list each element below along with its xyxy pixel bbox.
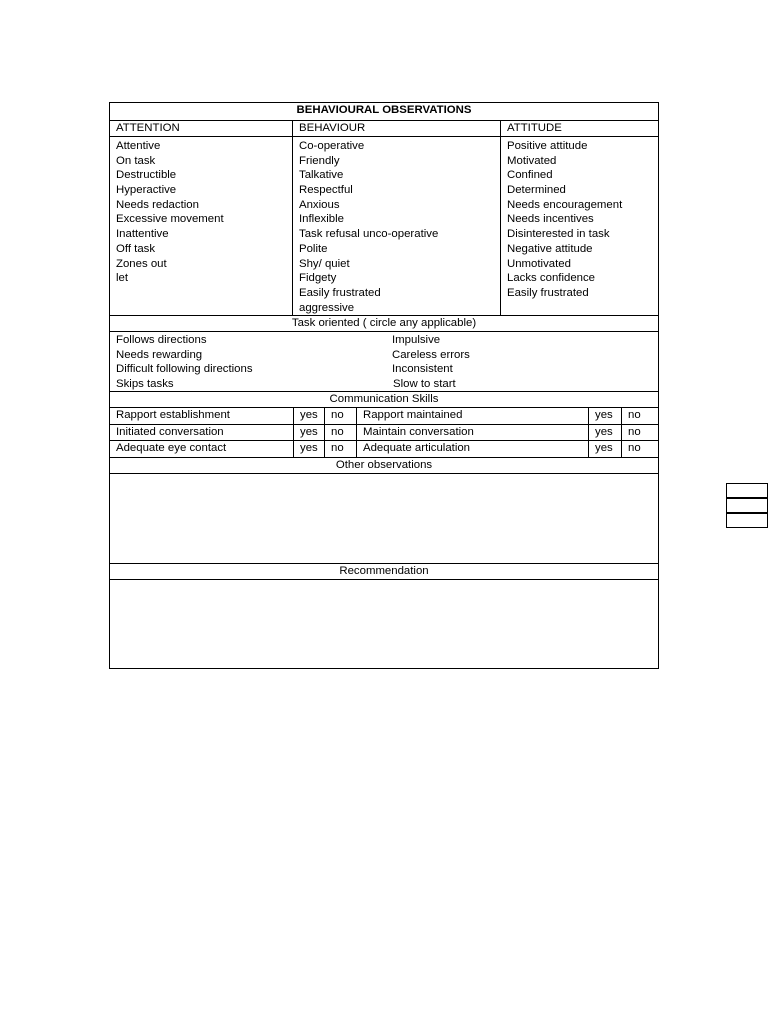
behaviour-item[interactable]: Anxious: [299, 198, 340, 211]
task-item[interactable]: Follows directions: [116, 334, 207, 346]
side-box: [726, 483, 768, 498]
attitude-item[interactable]: Needs incentives: [507, 213, 594, 226]
communication-heading: Communication Skills: [110, 392, 658, 408]
observation-lists: [110, 137, 658, 316]
comm-skill-label: Adequate eye contact: [110, 441, 294, 457]
side-box: [726, 513, 768, 528]
attention-item[interactable]: Destructible: [116, 169, 177, 182]
yes-option[interactable]: yes: [589, 441, 622, 457]
behaviour-item[interactable]: Easily frustrated: [299, 286, 381, 299]
yes-option[interactable]: yes: [589, 425, 622, 441]
task-item[interactable]: Impulsive: [392, 334, 441, 346]
comm-skill-label: Initiated conversation: [110, 425, 294, 441]
task-item[interactable]: Inconsistent: [392, 363, 453, 376]
header-behaviour: BEHAVIOUR: [293, 121, 501, 136]
attitude-item[interactable]: Lacks confidence: [507, 272, 596, 285]
task-item[interactable]: Skips tasks: [116, 378, 174, 391]
attitude-item[interactable]: Disinterested in task: [507, 228, 610, 241]
attitude-list: [501, 137, 658, 315]
attention-list: [110, 137, 293, 315]
task-oriented-right-list: [392, 333, 658, 391]
task-oriented-heading: Task oriented ( circle any applicable): [110, 316, 658, 332]
no-option[interactable]: no: [325, 408, 357, 424]
attention-item[interactable]: Zones out: [116, 257, 167, 270]
attitude-item[interactable]: Positive attitude: [507, 140, 588, 152]
recommendation-area[interactable]: [110, 580, 658, 668]
behavioural-observations-form: [109, 102, 659, 669]
attitude-item[interactable]: Confined: [507, 169, 553, 182]
behaviour-item[interactable]: Respectful: [299, 184, 353, 197]
attitude-item[interactable]: Needs encouragement: [507, 198, 623, 211]
behaviour-item[interactable]: Inflexible: [299, 213, 344, 226]
header-attitude: ATTITUDE: [507, 122, 562, 134]
task-item[interactable]: Difficult following directions: [116, 363, 253, 376]
yes-option[interactable]: yes: [589, 408, 622, 424]
behaviour-item[interactable]: Task refusal unco-operative: [299, 228, 439, 241]
no-option[interactable]: no: [325, 441, 357, 457]
no-option[interactable]: no: [628, 425, 641, 438]
communication-row: [110, 425, 658, 442]
other-observations-heading: Other observations: [110, 458, 658, 474]
attitude-item[interactable]: Motivated: [507, 154, 557, 167]
behaviour-list: [293, 137, 501, 315]
yes-option[interactable]: yes: [294, 425, 325, 441]
attention-item[interactable]: Off task: [116, 242, 156, 255]
task-oriented-section: [110, 332, 658, 392]
comm-skill-label: Rapport establishment: [110, 408, 294, 424]
behaviour-item[interactable]: aggressive: [299, 301, 355, 314]
no-option[interactable]: no: [325, 425, 357, 441]
task-oriented-left-list: [110, 333, 392, 391]
attention-item[interactable]: Needs redaction: [116, 198, 199, 211]
header-attention: ATTENTION: [110, 121, 293, 136]
attitude-item[interactable]: Negative attitude: [507, 242, 593, 255]
column-headers: [110, 121, 658, 137]
other-observations-area[interactable]: [110, 474, 658, 564]
task-item[interactable]: Slow to start: [393, 378, 456, 391]
behaviour-item[interactable]: Friendly: [299, 154, 340, 167]
behaviour-item[interactable]: Polite: [299, 242, 328, 255]
behaviour-item[interactable]: Shy/ quiet: [299, 257, 350, 270]
attention-item[interactable]: Hyperactive: [116, 184, 177, 197]
attention-item[interactable]: Inattentive: [116, 228, 169, 241]
attitude-item[interactable]: Determined: [507, 184, 566, 197]
attention-item[interactable]: On task: [116, 154, 156, 167]
task-item[interactable]: Careless errors: [392, 348, 470, 361]
behaviour-item[interactable]: Co-operative: [299, 140, 365, 152]
behaviour-item[interactable]: Talkative: [299, 169, 344, 182]
communication-row: [110, 441, 658, 458]
side-box: [726, 498, 768, 513]
task-item[interactable]: Needs rewarding: [116, 348, 203, 361]
attention-item[interactable]: let: [116, 272, 129, 285]
no-option[interactable]: no: [628, 409, 641, 421]
comm-skill-label: Rapport maintained: [357, 408, 589, 424]
attitude-item[interactable]: Easily frustrated: [507, 286, 589, 299]
comm-skill-label: Adequate articulation: [357, 441, 589, 457]
recommendation-heading: Recommendation: [110, 564, 658, 580]
yes-option[interactable]: yes: [294, 408, 325, 424]
attitude-item[interactable]: Unmotivated: [507, 257, 571, 270]
attention-item[interactable]: Attentive: [116, 140, 161, 152]
communication-row: [110, 408, 658, 425]
no-option[interactable]: no: [628, 442, 641, 454]
attention-item[interactable]: Excessive movement: [116, 213, 224, 226]
behaviour-item[interactable]: Fidgety: [299, 272, 337, 285]
form-title: BEHAVIOURAL OBSERVATIONS: [110, 103, 658, 121]
comm-skill-label: Maintain conversation: [357, 425, 589, 441]
yes-option[interactable]: yes: [294, 441, 325, 457]
